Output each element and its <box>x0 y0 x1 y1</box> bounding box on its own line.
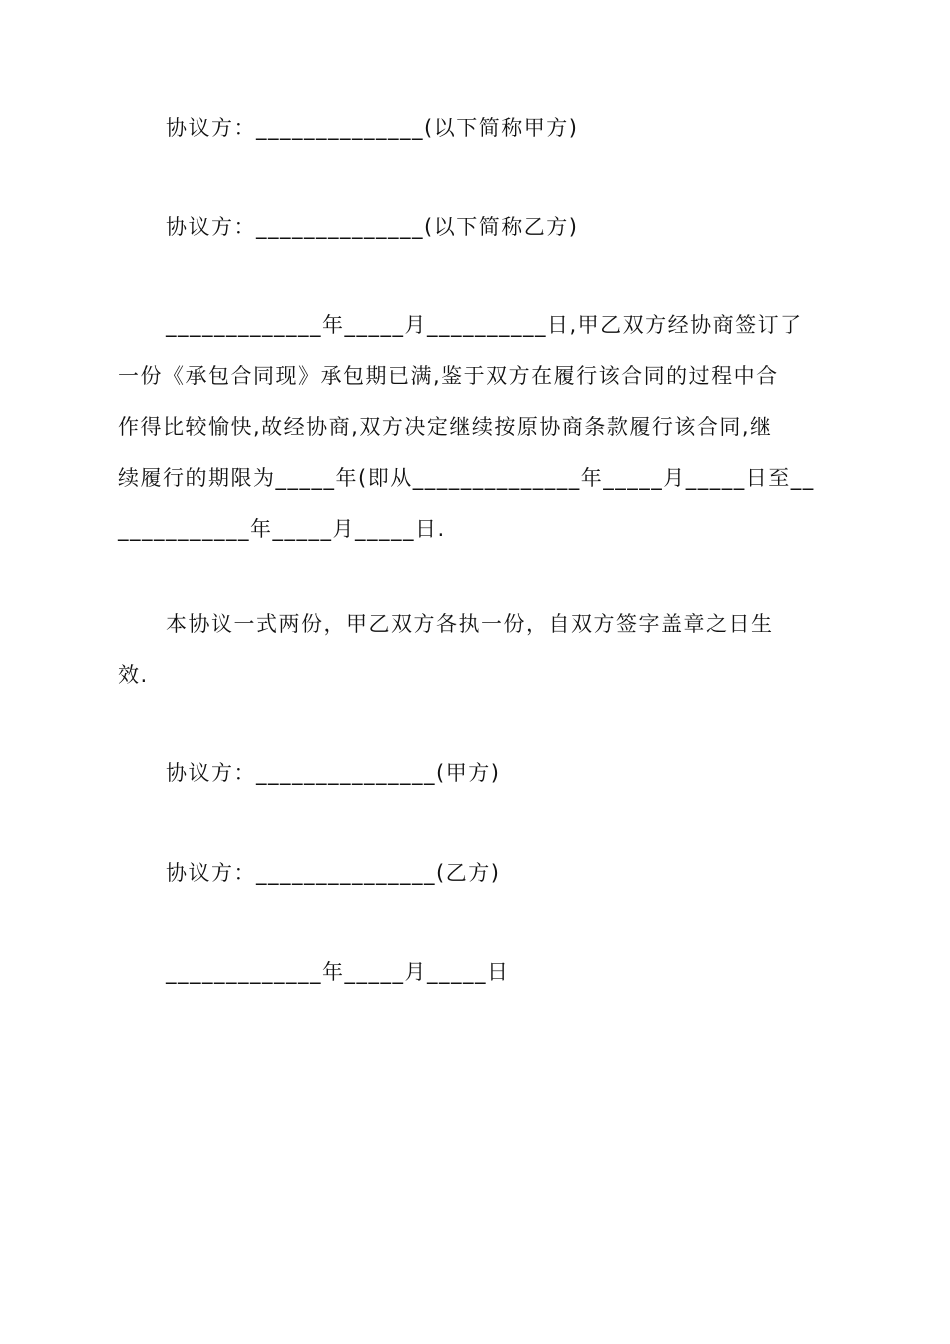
party-b-line: 协议方：______________(以下简称乙方) <box>166 215 579 239</box>
signing-date-line: _____________年_____月_____日 <box>166 960 510 984</box>
signature-party-b-line: 协议方：_______________(乙方) <box>166 861 501 885</box>
term-paragraph-line-2: 一份《承包合同现》承包期已满,鉴于双方在履行该合同的过程中合 <box>118 364 779 388</box>
term-paragraph-line-3: 作得比较愉快,故经协商,双方决定继续按原协商条款履行该合同,继 <box>118 415 773 439</box>
term-paragraph-line-4: 续履行的期限为_____年(即从______________年_____月_____日至__ <box>118 466 815 490</box>
term-paragraph-line-5: ___________年_____月_____日. <box>118 517 446 541</box>
copies-paragraph-line-1: 本协议一式两份，甲乙双方各执一份，自双方签字盖章之日生 <box>166 612 774 636</box>
copies-paragraph-line-2: 效. <box>118 663 149 687</box>
party-a-line: 协议方：______________(以下简称甲方) <box>166 116 579 140</box>
term-paragraph-line-1: _____________年_____月__________日,甲乙双方经协商签订了 <box>166 313 803 337</box>
signature-party-a-line: 协议方：_______________(甲方) <box>166 761 501 785</box>
term-paragraph <box>118 300 833 555</box>
copies-paragraph <box>118 599 833 701</box>
